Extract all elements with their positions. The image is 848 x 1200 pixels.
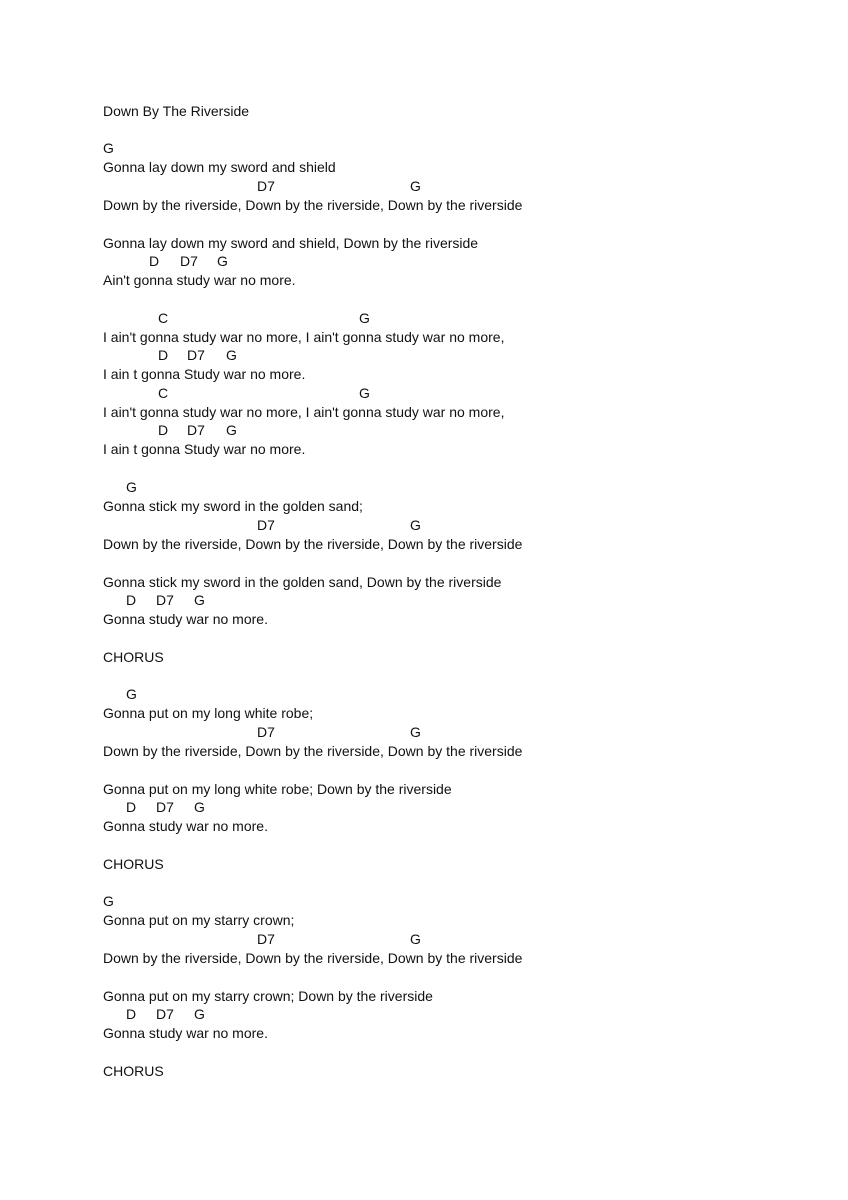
chord-symbol: D: [126, 1006, 137, 1022]
chord-symbol: D: [126, 799, 137, 815]
lyric-line: Down by the riverside, Down by the riverside, Down by the riverside: [103, 536, 523, 552]
lyric-line: Gonna lay down my sword and shield, Down by the riverside: [103, 235, 479, 251]
chord-symbol: G: [410, 517, 421, 533]
chorus-marker: CHORUS: [103, 856, 164, 872]
lyric-line: I ain't gonna study war no more, I ain't gonna study war no more,: [103, 329, 505, 345]
chord-symbol: G: [126, 686, 137, 702]
chord-symbol: G: [103, 893, 114, 909]
chord-symbol: G: [126, 479, 137, 495]
chord-symbol: D7: [187, 422, 205, 438]
chord-symbol: G: [226, 422, 237, 438]
lyric-line: Gonna lay down my sword and shield: [103, 159, 336, 175]
chorus-marker: CHORUS: [103, 649, 164, 665]
lyric-line: Gonna study war no more.: [103, 1025, 268, 1041]
chord-symbol: D7: [156, 799, 174, 815]
chord-symbol: D7: [180, 253, 198, 269]
chord-symbol: G: [194, 1006, 205, 1022]
chord-symbol: G: [410, 724, 421, 740]
chord-symbol: G: [359, 310, 370, 326]
lyric-line: Gonna put on my long white robe;: [103, 705, 314, 721]
lyric-line: Down by the riverside, Down by the riverside, Down by the riverside: [103, 950, 523, 966]
lyric-line: Gonna put on my long white robe; Down by the riverside: [103, 781, 452, 797]
lyric-line: Gonna put on my starry crown;: [103, 912, 295, 928]
chord-symbol: D7: [257, 178, 275, 194]
song-title: Down By The Riverside: [103, 103, 250, 119]
lyric-line: I ain t gonna Study war no more.: [103, 441, 306, 457]
chord-symbol: G: [217, 253, 228, 269]
lyric-line: I ain t gonna Study war no more.: [103, 366, 306, 382]
lyric-line: I ain't gonna study war no more, I ain't gonna study war no more,: [103, 404, 505, 420]
chord-symbol: D7: [156, 592, 174, 608]
chord-symbol: C: [158, 385, 169, 401]
chord-symbol: D7: [187, 347, 205, 363]
chord-symbol: G: [359, 385, 370, 401]
chord-symbol: D: [126, 592, 137, 608]
chord-symbol: G: [410, 931, 421, 947]
lyric-line: Gonna study war no more.: [103, 611, 268, 627]
chord-symbol: D7: [257, 724, 275, 740]
chord-symbol: C: [158, 310, 169, 326]
chord-symbol: G: [103, 140, 114, 156]
chord-symbol: D: [149, 253, 160, 269]
chord-symbol: D7: [257, 517, 275, 533]
chord-symbol: G: [194, 799, 205, 815]
lyric-line: Down by the riverside, Down by the riverside, Down by the riverside: [103, 197, 523, 213]
chord-symbol: G: [194, 592, 205, 608]
chord-symbol: D7: [156, 1006, 174, 1022]
chorus-marker: CHORUS: [103, 1063, 164, 1079]
chord-symbol: D: [158, 347, 169, 363]
chord-symbol: G: [226, 347, 237, 363]
lyric-line: Gonna put on my starry crown; Down by the riverside: [103, 988, 433, 1004]
chord-symbol: D: [158, 422, 169, 438]
chord-symbol: D7: [257, 931, 275, 947]
lyric-line: Gonna study war no more.: [103, 818, 268, 834]
chord-symbol: G: [410, 178, 421, 194]
lyric-line: Gonna stick my sword in the golden sand;: [103, 498, 363, 514]
lyric-line: Down by the riverside, Down by the riverside, Down by the riverside: [103, 743, 523, 759]
lyric-line: Gonna stick my sword in the golden sand, Down by the riverside: [103, 574, 502, 590]
lyric-line: Ain't gonna study war no more.: [103, 272, 296, 288]
